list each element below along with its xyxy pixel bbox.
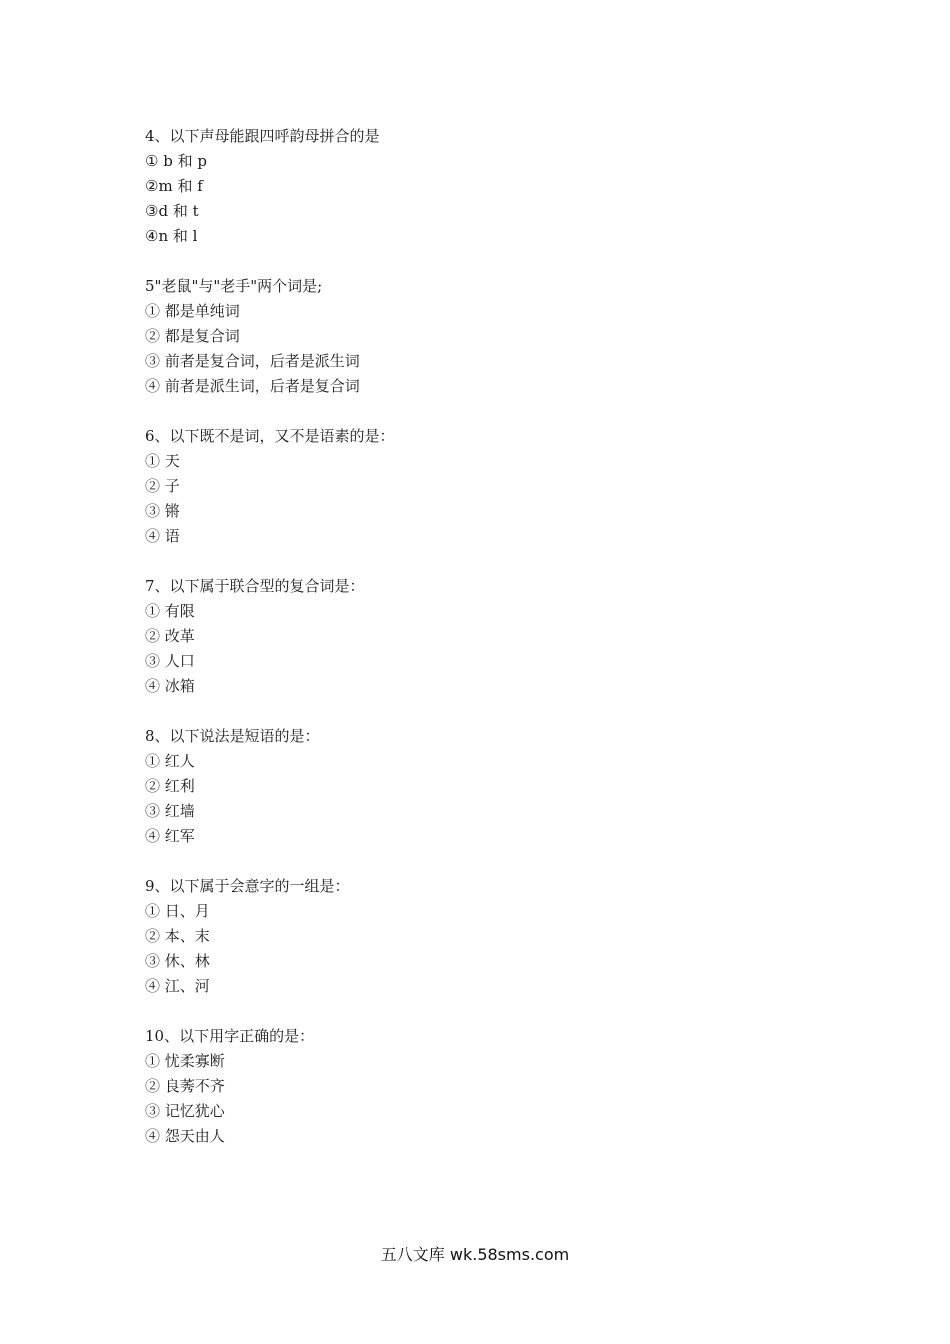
- question-stem: 9、以下属于会意字的一组是：: [145, 877, 350, 895]
- option-1: ① b 和 p: [145, 152, 207, 170]
- question-stem: 10、以下用字正确的是：: [145, 1027, 315, 1045]
- option-1: ① 天: [145, 452, 180, 470]
- question-10: [145, 1024, 845, 1149]
- option-2: ②m 和 f: [145, 177, 203, 195]
- footer-watermark: 五八文库 wk.58sms.com: [380, 1245, 570, 1264]
- option-3: ③ 休、林: [145, 952, 210, 970]
- option-4: ④ 语: [145, 527, 180, 545]
- option-4: ④ 怨天由人: [145, 1127, 225, 1145]
- option-1: ① 有限: [145, 602, 195, 620]
- question-stem: 7、以下属于联合型的复合词是：: [145, 577, 365, 595]
- option-4: ④ 江、河: [145, 977, 210, 995]
- question-5: [145, 274, 845, 399]
- question-6: [145, 424, 845, 549]
- question-list: [145, 124, 845, 1174]
- option-2: ② 都是复合词: [145, 327, 240, 345]
- option-1: ① 红人: [145, 752, 195, 770]
- question-stem: 6、以下既不是词，又不是语素的是：: [145, 427, 395, 445]
- option-3: ③ 红墙: [145, 802, 195, 820]
- option-2: ② 本、末: [145, 927, 210, 945]
- option-2: ② 良莠不齐: [145, 1077, 225, 1095]
- option-3: ③ 锵: [145, 502, 180, 520]
- option-2: ② 红利: [145, 777, 195, 795]
- option-2: ② 改革: [145, 627, 195, 645]
- option-3: ③ 记忆犹心: [145, 1102, 225, 1120]
- option-4: ④ 红军: [145, 827, 195, 845]
- question-8: [145, 724, 845, 849]
- option-4: ④ 冰箱: [145, 677, 195, 695]
- question-stem: 8、以下说法是短语的是：: [145, 727, 320, 745]
- question-stem: 4、以下声母能跟四呼韵母拼合的是: [145, 127, 380, 145]
- question-9: [145, 874, 845, 999]
- option-4: ④ 前者是派生词，后者是复合词: [145, 377, 360, 395]
- option-3: ③d 和 t: [145, 202, 199, 220]
- option-4: ④n 和 l: [145, 227, 198, 245]
- question-7: [145, 574, 845, 699]
- option-3: ③ 人口: [145, 652, 195, 670]
- question-stem: 5"老鼠"与"老手"两个词是;: [145, 277, 323, 295]
- question-4: [145, 124, 845, 249]
- option-2: ② 子: [145, 477, 180, 495]
- option-1: ① 都是单纯词: [145, 302, 240, 320]
- option-1: ① 忧柔寡断: [145, 1052, 225, 1070]
- option-3: ③ 前者是复合词，后者是派生词: [145, 352, 360, 370]
- option-1: ① 日、月: [145, 902, 210, 920]
